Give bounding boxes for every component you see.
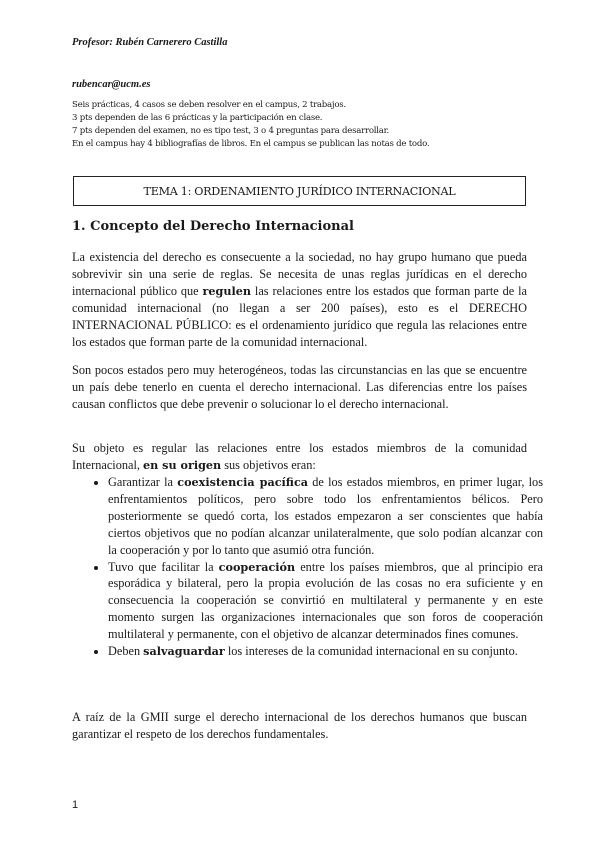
paragraph-1	[72, 249, 527, 350]
item-text: entre los países miembros, que al principio era esporádica y bilateral, pero la propia evolución de las cosas no era suficiente y en consecuencia la cooperación se convirtió en multilateral y permanente y en este momento surgen las organizaciones internacionales que son foros de cooperación multilateral y permanente, con el objetivo de alcanzar determinados fines comunes.	[108, 559, 543, 642]
section-title: 1. Concepto del Derecho Internacional	[72, 219, 354, 234]
item-text: Deben	[108, 644, 144, 659]
course-note: Seis prácticas, 4 casos se deben resolver en el campus, 2 trabajos.	[72, 100, 346, 110]
professor-email: rubencar@ucm.es	[72, 79, 151, 90]
item-text: Tuvo que facilitar la	[108, 559, 219, 574]
course-note: En el campus hay 4 bibliografías de libros. En el campus se publican las notas de todo.	[72, 139, 430, 149]
paragraph-3	[72, 440, 527, 474]
paragraph-text: sus objetivos eran:	[221, 457, 316, 472]
item-text: Garantizar la	[108, 475, 178, 489]
paragraph-text: Su objeto es regular las relaciones entre los estados miembros de la comunidad Internacional,	[72, 441, 527, 472]
course-note: 7 pts dependen del examen, no es tipo test, 3 o 4 preguntas para desarrollar.	[72, 126, 390, 136]
tema-title: TEMA 1: ORDENAMIENTO JURÍDICO INTERNACIONAL	[143, 184, 456, 198]
paragraph-text: las relaciones entre los estados que forman parte de la comunidad internacional (no llegan a ser 200 países), esto es el DERECHO INTERNACIONAL PÚBLICO: es el ordenamiento jurídico que regula las relaciones entre los estados que forman parte de la comunidad internacional.	[72, 283, 527, 349]
list-item	[108, 559, 543, 644]
page-number: 1	[72, 799, 79, 811]
course-note: 3 pts dependen de las 6 prácticas y la participación en clase.	[72, 113, 323, 123]
list-item	[108, 643, 543, 660]
item-text: los intereses de la comunidad internacional en su conjunto.	[224, 644, 518, 659]
tema-title-box	[73, 176, 526, 206]
professor-name: Profesor: Rubén Carnerero Castilla	[72, 37, 228, 48]
bold-term: coexistencia pacífica	[177, 475, 309, 489]
bold-term: cooperación	[218, 559, 296, 574]
paragraph-4: A raíz de la GMII surge el derecho internacional de los derechos humanos que buscan garantizar el respeto de los derechos fundamentales.	[72, 710, 527, 741]
bold-term: salvaguardar	[143, 644, 225, 659]
paragraph-text: La existencia del derecho es consecuente a la sociedad, no hay grupo humano que pueda sobrevivir sin una serie de reglas. Se necesita de unas reglas jurídicas en el derecho internacional público que	[72, 250, 527, 298]
bold-term: en su origen	[143, 457, 222, 472]
paragraph-2: Son pocos estados pero muy heterogéneos, todas las circunstancias en las que se encuentre un país debe tenerlo en cuenta el derecho internacional. Las diferencias entre los países causan conflictos que debe prevenir o solucionar lo el derecho internacional.	[72, 363, 527, 411]
bold-term: regulen	[202, 283, 252, 298]
list-item	[108, 474, 543, 559]
course-notes	[72, 99, 532, 151]
item-text: de los estados miembros, en primer lugar, los enfrentamientos políticos, pero sobre todo los enfrentamientos bélicos. Pero posteriormente se quedó corta, los estados empezaron a ser conscientes que había ciertos objetivos que no podían alcanzar unilateralmente, que solo podían alcanzar con la cooperación y por lo tanto que asumió otra función.	[108, 475, 543, 557]
objectives-list	[92, 474, 543, 660]
